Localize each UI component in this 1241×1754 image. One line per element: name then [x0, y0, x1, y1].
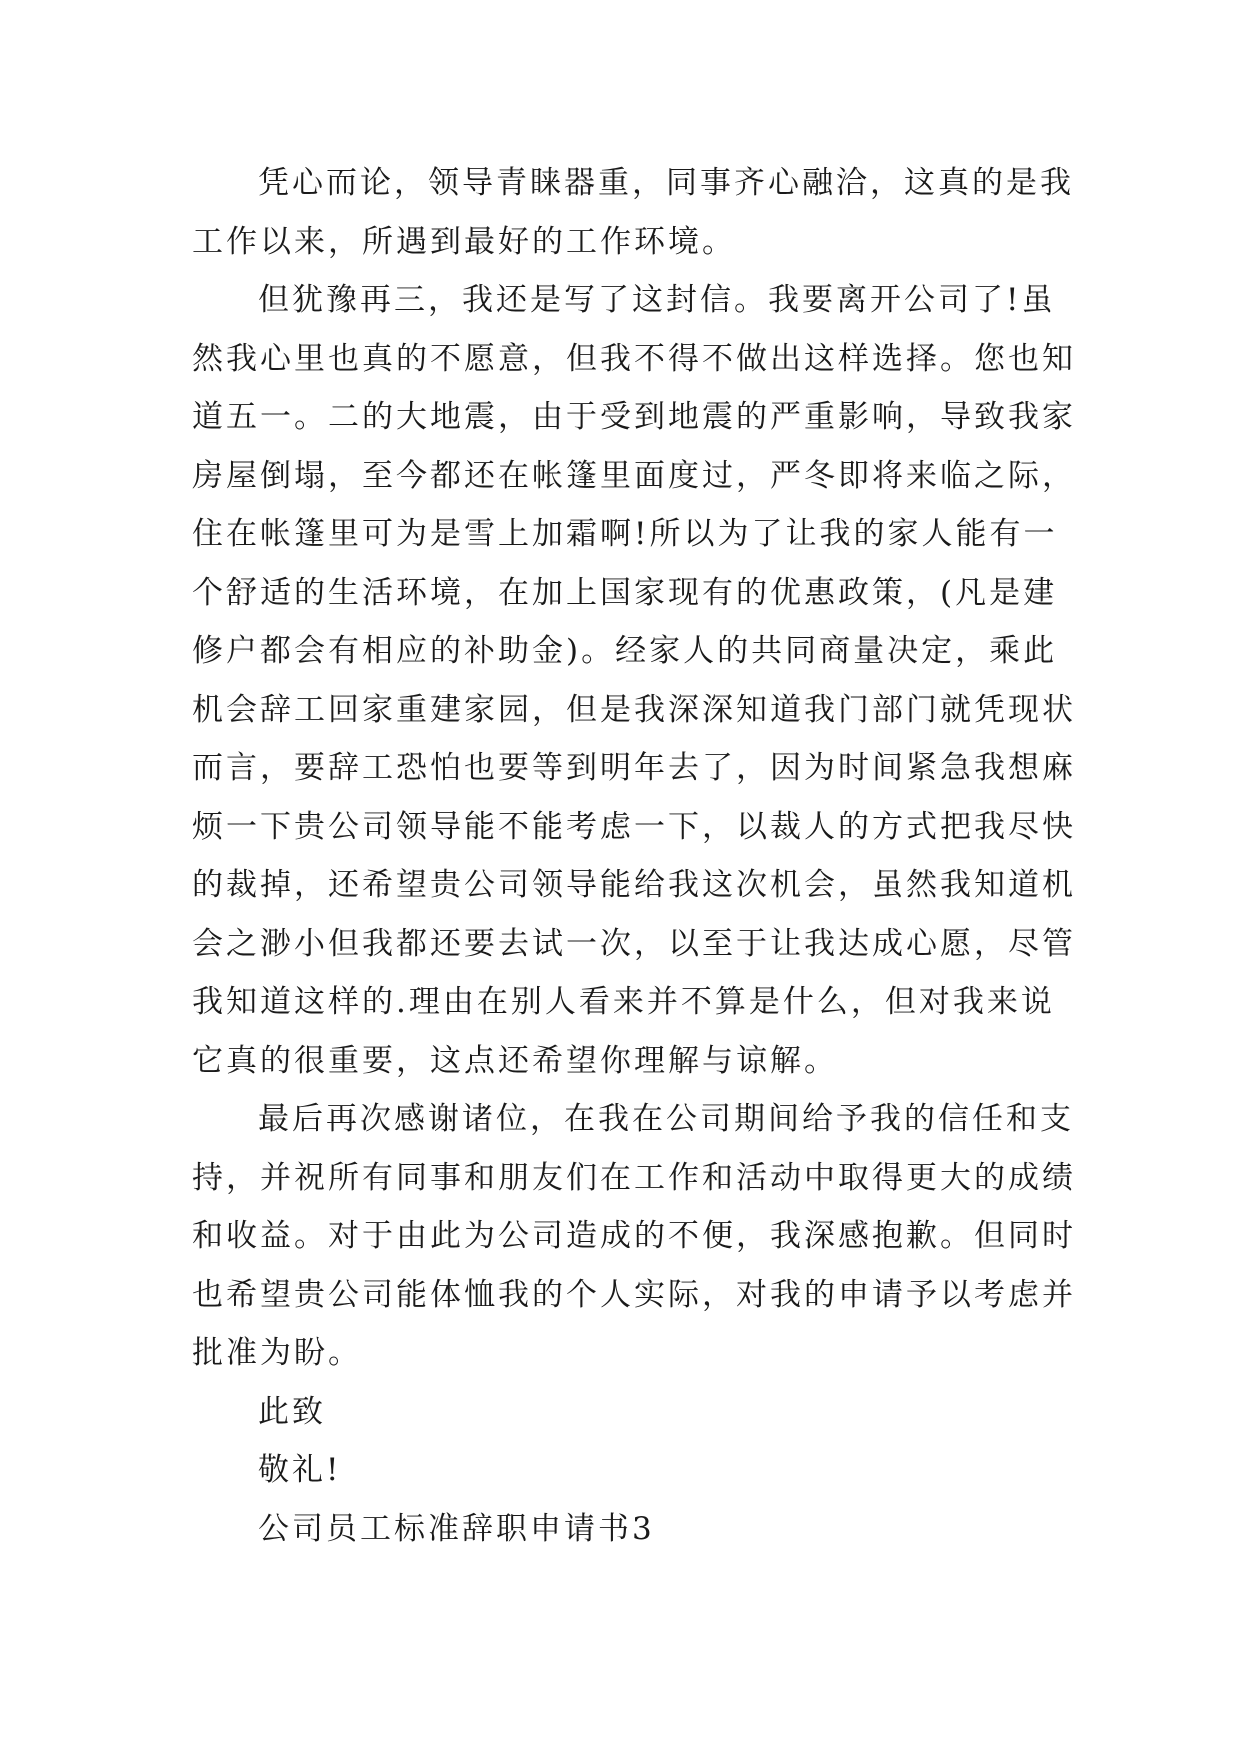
paragraph-2-line-6: 个舒适的生活环境，在加上国家现有的优惠政策，(凡是建: [192, 575, 1058, 611]
closing-salutation: 此致: [258, 1394, 326, 1430]
paragraph-2-line-8: 机会辞工回家重建家园，但是我深深知道我门部门就凭现状: [192, 692, 1076, 728]
paragraph-2-line-1: 但犹豫再三，我还是写了这封信。我要离开公司了!虽: [258, 282, 1056, 318]
paragraph-3-line-2: 持，并祝所有同事和朋友们在工作和活动中取得更大的成绩: [192, 1160, 1076, 1196]
closing-regards: 敬礼!: [258, 1452, 342, 1488]
paragraph-2-line-10: 烦一下贵公司领导能不能考虑一下，以裁人的方式把我尽快: [192, 809, 1076, 845]
paragraph-1-line-2: 工作以来，所遇到最好的工作环境。: [192, 224, 736, 260]
paragraph-2-line-14: 它真的很重要，这点还希望你理解与谅解。: [192, 1043, 838, 1079]
paragraph-2-line-12: 会之渺小但我都还要去试一次，以至于让我达成心愿，尽管: [192, 926, 1076, 962]
paragraph-3-line-1: 最后再次感谢诸位，在我在公司期间给予我的信任和支: [258, 1101, 1074, 1137]
paragraph-3-line-5: 批准为盼。: [192, 1335, 362, 1371]
paragraph-2-line-2: 然我心里也真的不愿意，但我不得不做出这样选择。您也知: [192, 341, 1076, 377]
paragraph-2-line-13: 我知道这样的.理由在别人看来并不算是什么，但对我来说: [192, 984, 1055, 1020]
next-section-title: 公司员工标准辞职申请书3: [258, 1511, 655, 1547]
paragraph-2-line-9: 而言，要辞工恐怕也要等到明年去了，因为时间紧急我想麻: [192, 750, 1076, 786]
paragraph-2-line-11: 的裁掉，还希望贵公司领导能给我这次机会，虽然我知道机: [192, 867, 1076, 903]
paragraph-3-line-4: 也希望贵公司能体恤我的个人实际，对我的申请予以考虑并: [192, 1277, 1076, 1313]
paragraph-2-line-3: 道五一。二的大地震，由于受到地震的严重影响，导致我家: [192, 399, 1076, 435]
paragraph-3-line-3: 和收益。对于由此为公司造成的不便，我深感抱歉。但同时: [192, 1218, 1076, 1254]
paragraph-2-line-4: 房屋倒塌，至今都还在帐篷里面度过，严冬即将来临之际，: [192, 458, 1076, 494]
paragraph-1-line-1: 凭心而论，领导青睐器重，同事齐心融洽，这真的是我: [258, 165, 1074, 201]
paragraph-2-line-7: 修户都会有相应的补助金)。经家人的共同商量决定，乘此: [192, 633, 1058, 669]
paragraph-2-line-5: 住在帐篷里可为是雪上加霜啊!所以为了让我的家人能有一: [192, 516, 1058, 552]
